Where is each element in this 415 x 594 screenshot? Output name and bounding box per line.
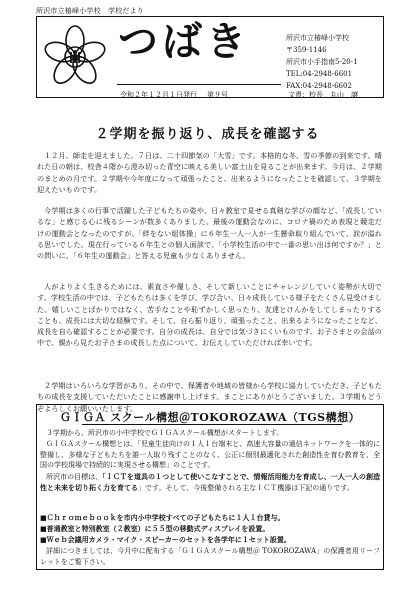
giga-paragraph: ＧＩＧＡスクール構想とは、「児童生徒向けの１人１台端末と、高速大容量の通信ネットワークを一体的に整備し、多様な子どもたちを誰一人取り残すことのなく、公正に個別最適化された創造性を育む教育を、全国の学校現場で持続的に実現させる構想」のことです。 [40,440,380,470]
article-headline: ２学期を振り返り、成長を確認する [95,127,320,142]
giga-bullet-item: ■Ｗｅｂ会議用カメラ・マイク・スピーカーのセットを各学年に１セット設置。 [40,535,291,544]
school-emblem-icon [38,20,112,94]
address-line: TEL:04-2948-6601 [286,70,353,78]
issue-number: 第９号 [207,91,228,99]
giga-title-underline [82,424,342,425]
giga-bullet-item: ■Ｃｈｒｏｍｅｂｏｏｋを市内小中学校すべての子どもたちに１人１台貸与。 [40,513,285,522]
giga-goal-lead: 所沢市の目標は、 [46,473,103,481]
title-underline [117,84,281,85]
address-line: 〒359-1146 [286,46,327,54]
article-paragraph: １２月、師走を迎えました。７日は、二十四節気の「大雪」です。本格的な冬、雪の季節の到来です。晴れた日の朝は、校舎４階から澄み切った青空に映える美しい富士山を見ることが出来ます。今月は、２学期のまとめの月です。２学期や今年度になって頑張ったこと、出来るようになったことを確認して、３学期を迎えたいものです。 [37,151,382,194]
writer-credit: 文責：校長 丸山 譲 [288,91,358,99]
giga-intro: ３学期から、所沢市の小中学校でＧＩＧＡスクール構想がスタートします。 [46,429,284,437]
newsletter-label: 所沢市立椿峰小学校 学校だより [36,7,144,15]
giga-outro: 詳細につきましては、今月中に配布する「ＧＩＧＡスクール構想＠ TOKOROZAWA」の保護者用リーフレットをご覧下さい。 [40,547,380,566]
school-address-block [286,32,358,92]
issue-info [120,90,238,100]
address-line: 所沢市立椿峰小学校 [286,34,349,42]
article-paragraph: 人がよりよく生きるためには、素直さや優しさ、そして新しいことにチャレンジしていく姿勢が大切です。学校生活の中では、子どもたちは多くを学び、学び合い、日々成長している様子をたくさん見受けました。嬉しいことばかりではなく、苦手なことや恥ずかしく思ったり、友達とけんかをしてしまったりすることも、成長には大切な経験です。そして、自ら振り返り、頑張ったこと、出来るようになったことなど、成長を自ら確認することが必要です。自分の成長は、自分では気づきにくいものです。お子さまとの会話の中で、親から見たお子さまの成長した点について、お伝えしていただければ幸いです。 [37,282,382,348]
article-paragraph: 今学期は多くの行事で活躍した子どもたちの姿や、日々教室で見せる真剣な学びの顔など、「成長しているな」と感じる心に残るシーンが数多くありました。最後の運動会なのに、コロナ禍のため表現と競走だけの運動会となったのですが、「絆をない組体操」に６年生一人一人が一生懸命取り組んでいて、涙が溢れる思いでした。現在行っている６年生との個人面談で、「小学校生活の中で一番の思い出は何ですか？」との問いに、「６年生の運動会」と答える児童も少なくありません。 [37,206,382,261]
giga-goal-paragraph [40,472,380,493]
giga-goal-emphasis: 「ＩＣＴを道具の１つとして使いこなすことで、情報活用能力を育成し、一人一人の創造性と未来を切り拓く力を育てる [40,472,381,492]
article-paragraph: ２学期はいろいろな学習があり、その中で、保護者や地域の皆様から学校に協力していただき、子どもたちの成長を支援していただいたことに感謝申し上げます。まことにありがとうございました。３学期もどうぞよろしくお願いいたします。 [37,381,382,413]
address-line: FAX:04-2948-6602 [286,82,352,90]
issue-date: 令和２年１２月１日発行 [120,91,197,99]
newsletter-title: つばき [118,18,250,65]
giga-goal-tail: 」です。そして、今後整備される主なＩＣＴ機器は下記の通りです。 [138,483,354,492]
address-line: 所沢市小手指南5-20-1 [286,58,358,66]
giga-bullet-item: ■普通教室と特別教室（２教室）に５５型の移動式ディスプレイを設置。 [40,524,270,533]
giga-section-title: ＧＩＧＡ スクール構想＠TOKOROZAWA（TGS構想） [59,411,361,424]
